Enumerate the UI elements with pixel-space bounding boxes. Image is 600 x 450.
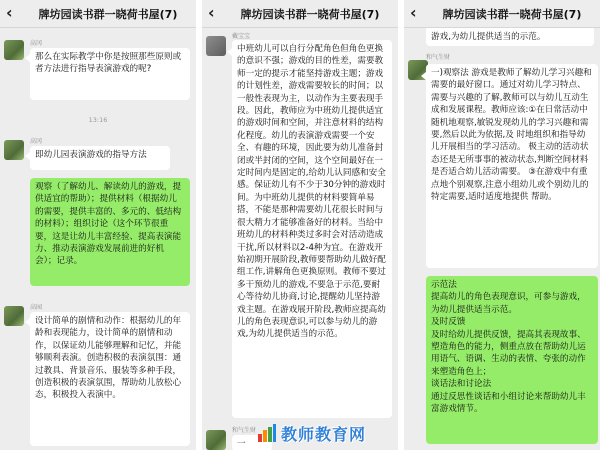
back-arrow-icon[interactable]: ‹ bbox=[6, 3, 13, 22]
book-logo-icon bbox=[256, 422, 278, 444]
sender-name: 和气生财 bbox=[426, 54, 451, 61]
sender-name: 戴宝宝 bbox=[232, 33, 251, 40]
avatar[interactable] bbox=[206, 36, 226, 56]
message-bubble-green[interactable]: 观察（了解幼儿、解读幼儿的游戏，提供适宜的帮助）；提供材料（根据幼儿的需要，提供丰富的、多元的、低结构的材料）；组织讨论（这个环节很重要，这是让幼儿丰富经验、提高表演能力、推动表演游戏发展前进的好机会）；记录。 bbox=[30, 178, 190, 286]
chat-screenshot-3 bbox=[404, 0, 600, 450]
chat-screenshot-1 bbox=[0, 0, 196, 450]
sender-name: 高冈 bbox=[30, 40, 43, 47]
group-title: 牌坊园读书群一晓荷书屋(7) bbox=[240, 8, 380, 21]
watermark-text: 教师教育网 bbox=[281, 424, 367, 444]
message-bubble[interactable]: 游戏,为幼儿提供适当的示范。 bbox=[426, 28, 594, 46]
avatar[interactable] bbox=[4, 40, 24, 60]
sender-name: 和气生财 bbox=[232, 427, 257, 434]
group-title: 牌坊园读书群一晓荷书屋(7) bbox=[442, 8, 582, 21]
chat-header bbox=[202, 0, 398, 28]
message-bubble[interactable]: 那么在实际教学中你是按照那些原则或者方法进行指导表演游戏的呢? bbox=[30, 48, 190, 100]
chat-screenshot-2 bbox=[202, 0, 398, 450]
timestamp: 13:16 bbox=[88, 116, 108, 124]
message-bubble[interactable]: 设计简单的剧情和动作：根据幼儿的年龄和表现能力，设计简单的剧情和动作，以保证幼儿能够理解和记忆，并能够顺利表演。创造积极的表演氛围：通过教具、背景音乐、服装等多种手段，创造积极的表演氛围，帮助幼儿放松心态，积极投入表演中。 bbox=[30, 312, 190, 446]
message-bubble[interactable]: 一)观察法 游戏是教师了解幼儿学习兴趣和需要的最好窗口。通过对幼儿学习特点、需要与兴趣的了解,教师可以与幼儿互动生成和发展课程。教师应该:①在日常活动中随机地观察,敏锐发现幼儿的学习兴趣和需要,然后以此为依据,及 时地组织和指导幼儿开展相当的学习活动。 极主动的活动状态还是无所事事的被动状态,判断空间材料是否适合幼儿活动需要。 ③在游戏中有重点地个别观察,注意小组幼儿或个别幼儿的特定需要,适时适度地提供 帮助。 bbox=[426, 64, 598, 268]
watermark bbox=[256, 420, 366, 446]
chat-header bbox=[404, 0, 600, 28]
chat-header bbox=[0, 0, 196, 28]
back-arrow-icon[interactable]: ‹ bbox=[410, 3, 417, 22]
back-arrow-icon[interactable]: ‹ bbox=[208, 3, 215, 22]
message-bubble[interactable]: 中班幼儿可以自行分配角色但角色更换的意识不强；游戏的目的性差，需要教师一定的提示才能坚持游戏主题；游戏的计划性差，游戏需要较长的时间；以一般性表现为主，以动作为主要表现手段。因此，教师应为中班幼儿提供适宜的游戏时间和空间，并注意材料的结构化程度。幼儿的表演游戏需要一个安全、有趣的环境，因此要为幼儿准备封闭或半封闭的空间，这个空间最好在一定时间内是固定的,给幼儿认同感和安全感。保证幼儿有不少于30分钟的游戏时间。为中班幼儿提供的材料要简单易搭，不能是那种需要幼儿花很长时间与很大精力才能够准备好的材料。当给中班幼儿的材料种类过多时会对活动造成干扰,所以材料以2-4种为宜。在游戏开始初期开展阶段,教师要帮助幼儿做好配组工作,讲解角色更换原则。教师不要过多干预幼儿的游戏,不要急于示范,要耐心等待幼儿协商,讨论,提醒幼儿坚持游戏主题。在游戏展开阶段,教师应提高幼儿的角色表现意识,可以参与幼儿的游戏,为幼儿提供适当的示范。 bbox=[232, 40, 392, 418]
message-bubble[interactable]: 一 bbox=[232, 435, 272, 450]
message-bubble-green[interactable]: 示范法 提高幼儿的角色表现意识，可参与游戏，为幼儿提供适当示范。 及时反馈 及时给幼儿提供反馈，提高其表现故事、塑造角色的能力，侧重点放在帮助幼儿运用语气、语调、生动的表情、夸张的动作来塑造角色上； 谈话法和讨论法 通过反思性谈话和小组讨论来帮助幼儿丰富游戏情节。 bbox=[426, 276, 598, 444]
message-bubble[interactable]: 即幼儿园表演游戏的指导方法 bbox=[30, 146, 170, 170]
avatar[interactable] bbox=[4, 306, 24, 326]
sender-name: 高园 bbox=[30, 304, 43, 311]
avatar[interactable] bbox=[206, 430, 226, 450]
group-title: 牌坊园读书群一晓荷书屋(7) bbox=[38, 8, 178, 21]
sender-name: 高冈 bbox=[30, 138, 43, 145]
avatar[interactable] bbox=[4, 140, 24, 160]
